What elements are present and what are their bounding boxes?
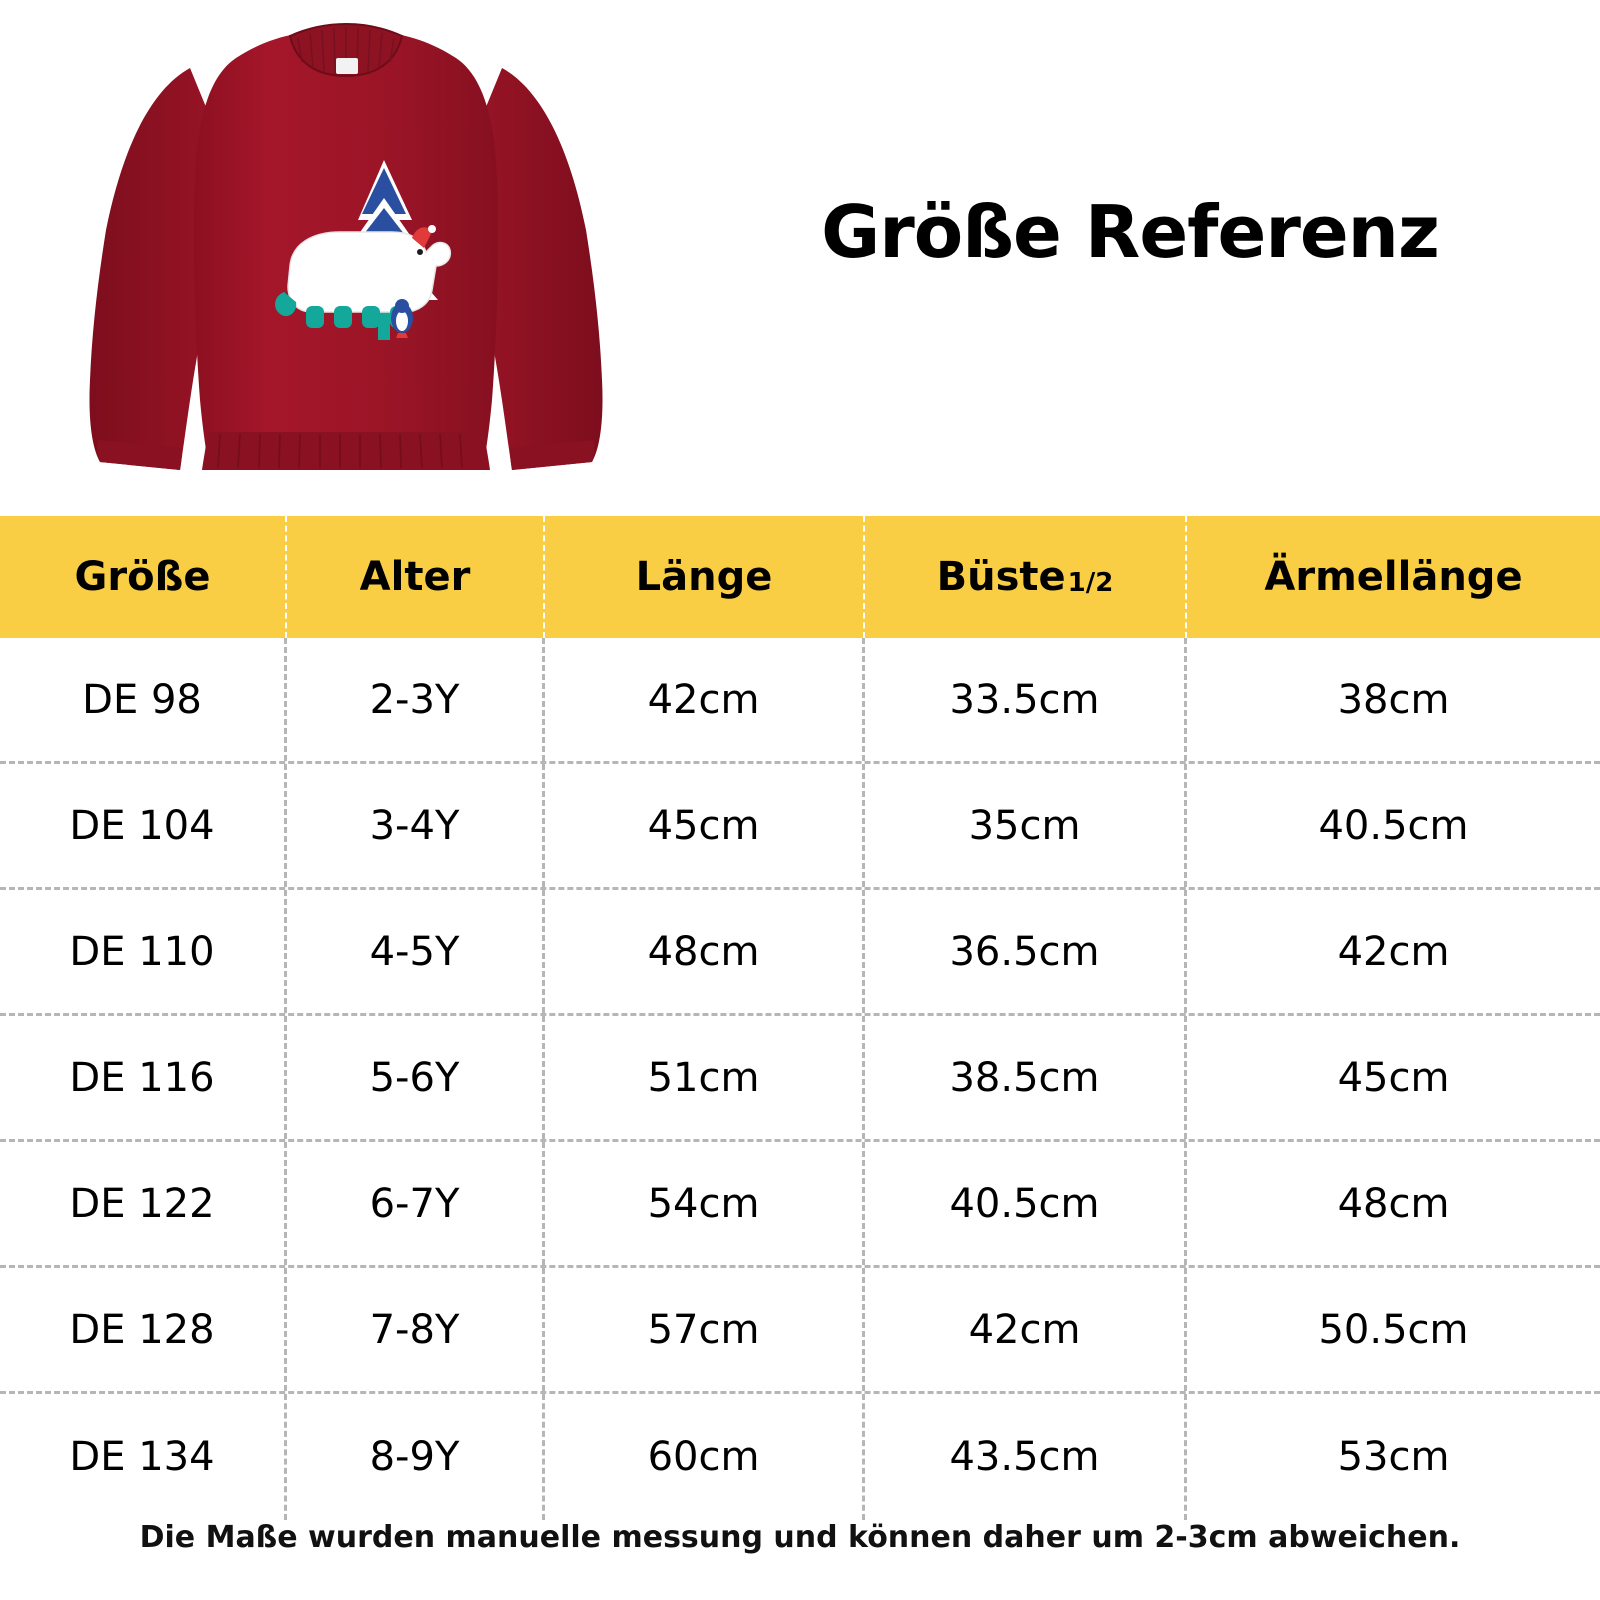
cell-bust: 40.5cm xyxy=(865,1142,1187,1265)
table-row xyxy=(0,1394,1600,1520)
table-row xyxy=(0,1016,1600,1142)
cell-bust: 38.5cm xyxy=(865,1016,1187,1139)
bear-boot-2 xyxy=(334,306,352,328)
column-header-bust-label: Büste xyxy=(936,554,1066,600)
column-header-size xyxy=(0,516,287,638)
product-image xyxy=(40,0,680,510)
cell-age: 7-8Y xyxy=(287,1268,545,1391)
size-table xyxy=(0,516,1600,1520)
cell-size: DE 104 xyxy=(0,764,287,887)
table-row xyxy=(0,1268,1600,1394)
cell-sleeve: 48cm xyxy=(1337,1180,1450,1227)
cell-sleeve: 40.5cm xyxy=(1318,802,1469,849)
cell-length: 54cm xyxy=(545,1142,865,1265)
bear-boot-1 xyxy=(306,306,324,328)
penguin-feet xyxy=(396,333,408,338)
table-row xyxy=(0,764,1600,890)
column-header-bust xyxy=(865,516,1187,638)
cell-sleeve: 45cm xyxy=(1337,1054,1450,1101)
column-header-sleeve-label: Ärmellänge xyxy=(1264,554,1523,600)
cell-bust: 33.5cm xyxy=(865,638,1187,761)
penguin-belly xyxy=(396,311,408,331)
table-row xyxy=(0,1142,1600,1268)
column-header-age-label: Alter xyxy=(359,554,471,600)
cell-length: 60cm xyxy=(545,1394,865,1520)
table-row xyxy=(0,638,1600,764)
cell-sleeve: 50.5cm xyxy=(1318,1306,1469,1353)
table-row xyxy=(0,890,1600,1016)
cell-bust: 36.5cm xyxy=(865,890,1187,1013)
cell-age: 4-5Y xyxy=(287,890,545,1013)
top-section xyxy=(0,0,1600,516)
cell-size: DE 128 xyxy=(0,1268,287,1391)
cell-length: 48cm xyxy=(545,890,865,1013)
column-header-length-label: Länge xyxy=(635,554,773,600)
column-header-sleeve xyxy=(1187,516,1600,638)
cell-size: DE 110 xyxy=(0,890,287,1013)
page-title: Größe Referenz xyxy=(821,190,1439,274)
cell-age: 5-6Y xyxy=(287,1016,545,1139)
cell-size: DE 116 xyxy=(0,1016,287,1139)
cell-length: 45cm xyxy=(545,764,865,887)
cell-bust: 35cm xyxy=(865,764,1187,887)
column-header-bust-sub: 1/2 xyxy=(1067,568,1114,598)
measurement-disclaimer: Die Maße wurden manuelle messung und können daher um 2-3cm abweichen. xyxy=(139,1520,1461,1555)
cell-sleeve: 38cm xyxy=(1337,676,1450,723)
cell-size: DE 98 xyxy=(0,638,287,761)
column-header-length xyxy=(545,516,865,638)
cell-size: DE 122 xyxy=(0,1142,287,1265)
cell-age: 3-4Y xyxy=(287,764,545,887)
bear-eye xyxy=(417,249,423,255)
cell-length: 57cm xyxy=(545,1268,865,1391)
sweatshirt-illustration xyxy=(40,0,680,510)
cell-age: 2-3Y xyxy=(287,638,545,761)
cell-bust: 42cm xyxy=(865,1268,1187,1391)
cell-sleeve: 42cm xyxy=(1337,928,1450,975)
cell-sleeve: 53cm xyxy=(1337,1434,1450,1480)
cell-bust: 43.5cm xyxy=(865,1394,1187,1520)
bear-boot-3 xyxy=(362,306,380,328)
cell-length: 51cm xyxy=(545,1016,865,1139)
penguin-head xyxy=(395,299,409,313)
column-header-age xyxy=(287,516,545,638)
cell-length: 42cm xyxy=(545,638,865,761)
hem-rib xyxy=(202,432,490,470)
brand-tag xyxy=(336,58,358,74)
cell-size: DE 134 xyxy=(0,1394,287,1520)
bear-hat-pompom xyxy=(428,225,436,233)
column-header-size-label: Größe xyxy=(74,554,211,600)
cell-age: 6-7Y xyxy=(287,1142,545,1265)
cell-age: 8-9Y xyxy=(287,1394,545,1520)
table-header-row xyxy=(0,516,1600,638)
